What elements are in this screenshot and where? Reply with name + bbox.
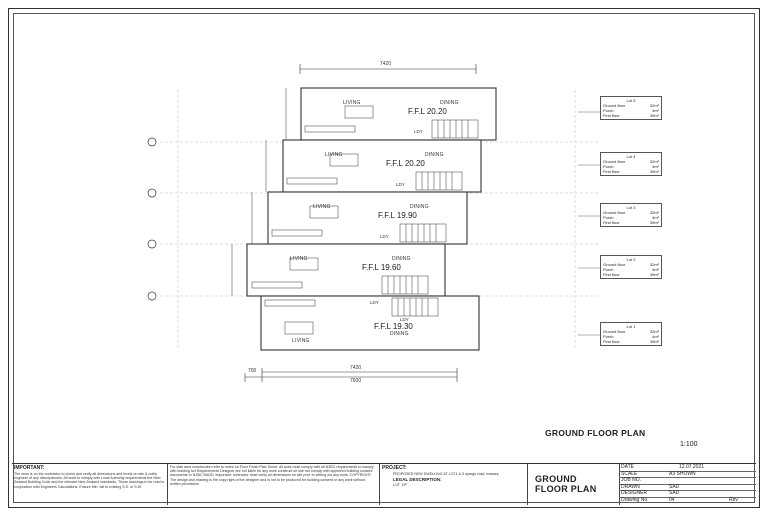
lot-3-living-label: LIVING	[313, 204, 331, 210]
lot-2-first-label: First floor	[603, 272, 620, 277]
lot-3-area-box	[600, 203, 662, 227]
lot-5-dining-label: DINING	[440, 100, 459, 106]
important-text: The onus is on the contractor to check and verify all dimensions and levels on site & notify engineer of any discrepancies. All work to comply with Local Authority requirements the New Zealand Building Code and the relevant New Zealand standards. These drawings to be read in conjunction with Engineers Calculations. Ensure Min. fall to existing S.S. or S.W.	[14, 472, 165, 489]
lot-4-living-label: LIVING	[325, 152, 343, 158]
lot-2-porch-value: 4m²	[652, 267, 659, 272]
lot-2-porch-label: Porch	[603, 267, 614, 272]
lot-5-ffl-label: F.F.L 20.20	[408, 107, 447, 116]
lot-3-ffl-label: F.F.L 19.90	[378, 211, 417, 220]
lot-4-ldy-label: LDY	[396, 182, 405, 187]
lot-2-first-value: 39m²	[649, 272, 659, 277]
date-value: 12.07.2021	[679, 464, 705, 470]
sheet-title-cell	[527, 464, 620, 505]
rev-label: Rev	[729, 496, 738, 503]
sheet-title-line-1: GROUND	[535, 474, 577, 484]
lot-3-dining-label: DINING	[410, 204, 429, 210]
designer-value: SAD	[669, 490, 680, 496]
drawing-label: Drawing No.	[621, 496, 649, 503]
lot-4-dining-label: DINING	[425, 152, 444, 158]
lot-2-area-box	[600, 255, 662, 279]
lot-1-porch-label: Porch	[603, 334, 614, 339]
lot-4-ground-label: Ground floor	[603, 159, 626, 164]
designer-label: DESIGNER	[621, 490, 648, 496]
legal-description-text: LOT .DP	[393, 483, 407, 488]
general-notes-text: For slab area construction refer to notes on Floor Finish Plan Sheet. All work must comply with all NZBC requirements to comply with building Act Requirements Designer are not liable for any work construct on site not comply with approved building consent documents or NZBC BADD. Important: contractor must verify all dimensions on site prior to setting out any work. COPYRIGHT: The design and drawing is the copy right of the designer and is not to be produced for building consent or any work without written permission	[170, 465, 374, 486]
sheet-title-line-2: FLOOR PLAN	[535, 484, 597, 494]
lot-5-ground-label: Ground floor	[603, 103, 626, 108]
lot-4-ffl-label: F.F.L 20.20	[386, 159, 425, 168]
lot-2-title: Lot 2	[626, 257, 636, 262]
lot-1-area-box	[600, 322, 662, 346]
lot-2-dining-label: DINING	[392, 256, 411, 262]
general-notes-cell	[167, 464, 380, 505]
lot-3-first-value: 39m²	[649, 220, 659, 225]
lot-3-porch-value: 4m²	[652, 215, 659, 220]
lot-3-porch-label: Porch	[603, 215, 614, 220]
lot-5-porch-label: Porch	[603, 108, 614, 113]
lot-1-porch-value: 4m²	[652, 334, 659, 339]
lot-1-first-value: 39m²	[649, 339, 659, 344]
drawing-value: 04	[669, 496, 675, 503]
lot-3-title: Lot 3	[626, 205, 636, 210]
lot-5-living-label: LIVING	[343, 100, 361, 106]
plan-title: GROUND FLOOR PLAN	[545, 428, 646, 438]
drawing-row	[619, 497, 756, 504]
lot-3-ldy-label: LDY	[380, 234, 389, 239]
lot-1-dining-label: DINING	[390, 331, 409, 337]
drawn-label: DRAWN	[621, 483, 640, 490]
lot-3-first-label: First floor	[603, 220, 620, 225]
lot-1-ffl-label: F.F.L 19.30	[374, 322, 413, 331]
lot-4-first-label: First floor	[603, 169, 620, 174]
project-text: PROPOSED NEW DWELLING AT LOT1-& 5 spargo road, massey	[393, 472, 499, 476]
lot-4-title: Lot 4	[626, 154, 636, 159]
lot-2-ffl-label: F.F.L 19.60	[362, 263, 401, 272]
job-label: JOB NO.	[621, 477, 642, 483]
plan-scale: 1:100	[680, 441, 698, 448]
bottom-left-dimension: 700	[248, 368, 257, 374]
lot-5-porch-value: 4m²	[652, 108, 659, 113]
project-cell	[379, 464, 528, 505]
lot-2-ldy-label: LDY	[370, 300, 379, 305]
lot-3-ground-value: 32m²	[649, 210, 659, 215]
top-dimension: 7420	[380, 61, 392, 67]
lot-5-first-label: First floor	[603, 113, 620, 118]
project-label: PROJECT:	[382, 465, 407, 471]
date-label: DATE	[621, 464, 634, 470]
lot-2-living-label: LIVING	[290, 256, 308, 262]
bottom-dimension-a: 7420	[350, 365, 362, 371]
sheet-info-cell	[619, 464, 756, 505]
lot-5-ldy-label: LDY	[414, 129, 423, 134]
lot-5-area-box	[600, 96, 662, 120]
lot-1-title: Lot 1	[626, 324, 636, 329]
scale-value: A3 SHOWN	[669, 470, 696, 477]
important-notes-cell	[12, 464, 168, 505]
lot-1-ldy-label: LDY	[400, 317, 409, 322]
lot-4-area-box	[600, 152, 662, 176]
important-label: IMPORTANT:	[14, 465, 45, 471]
bottom-dimension-b: 7600	[350, 378, 362, 384]
lot-3-ground-label: Ground floor	[603, 210, 626, 215]
lot-1-ground-label: Ground floor	[603, 329, 626, 334]
lot-5-first-value: 39m²	[649, 113, 659, 118]
lot-1-living-label: LIVING	[292, 338, 310, 344]
lot-5-ground-value: 32m²	[649, 103, 659, 108]
scale-label: SCALE	[621, 470, 638, 477]
lot-1-first-label: First floor	[603, 339, 620, 344]
lot-2-ground-label: Ground floor	[603, 262, 626, 267]
drawn-value: SAD	[669, 483, 680, 490]
lot-4-porch-label: Porch	[603, 164, 614, 169]
lot-2-ground-value: 32m²	[649, 262, 659, 267]
lot-5-title: Lot 5	[626, 98, 636, 103]
legal-description-label: LEGAL DESCRIPTION:	[393, 477, 442, 483]
title-block	[12, 463, 756, 505]
lot-1-ground-value: 32m²	[649, 329, 659, 334]
lot-4-ground-value: 32m²	[649, 159, 659, 164]
lot-4-first-value: 39m²	[649, 169, 659, 174]
lot-4-porch-value: 4m²	[652, 164, 659, 169]
